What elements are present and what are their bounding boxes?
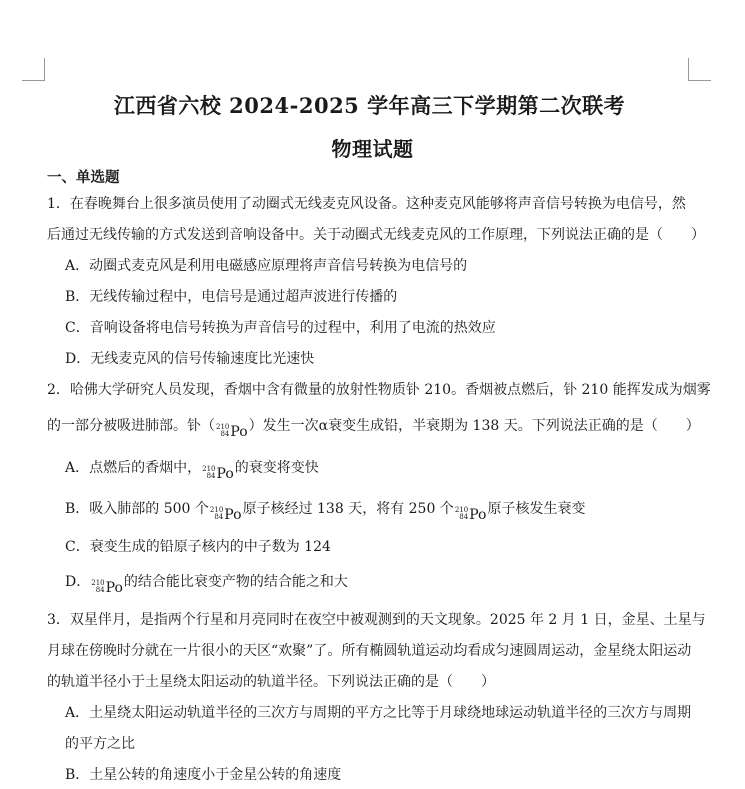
nuclide-symbol: Po: [224, 507, 242, 523]
polonium-nuclide: [91, 579, 123, 597]
page-corner-mark-top-left: [22, 58, 45, 81]
q2-option-b-text: B．吸入肺部的 500 个: [65, 501, 209, 517]
nuclide-atomic-number: 84: [206, 472, 216, 480]
q3-option-a-line-1: A．土星绕太阳运动轨道半径的三次方与周期的平方之比等于月球绕地球运动轨道半径的三次方与周期: [65, 705, 692, 721]
q3-stem-line-1: 3．双星伴月，是指两个行星和月亮同时在夜空中被观测到的天文现象。2025 年 2 月 1 日，金星、土星与: [47, 612, 706, 628]
q1-option-d: D．无线麦克风的信号传输速度比光速快: [65, 351, 315, 367]
q3-option-b: B．土星公转的角速度小于金星公转的角速度: [65, 767, 342, 783]
q2-stem-line-1: 2．哈佛大学研究人员发现，香烟中含有微量的放射性物质钋 210。香烟被点燃后，钋 210 能挥发成为烟雾: [47, 382, 711, 398]
nuclide-mass-number: 210: [91, 579, 105, 587]
nuclide-mass-number: 210: [454, 506, 469, 514]
q2-option-c: C．衰变生成的铅原子核内的中子数为 124: [65, 539, 331, 555]
q2-option-d: [65, 573, 348, 597]
nuclide-symbol: Po: [216, 466, 234, 482]
section-heading: 一、单选题: [47, 169, 120, 186]
polonium-nuclide: [216, 423, 248, 441]
document-subtitle: 物理试题: [331, 137, 414, 161]
polonium-nuclide: [210, 506, 242, 524]
q1-option-a: A．动圈式麦克风是利用电磁感应原理将声音信号转换为电信号的: [65, 258, 468, 274]
nuclide-atomic-number: 84: [459, 513, 469, 521]
q2-option-b: [65, 500, 585, 524]
polonium-nuclide: [455, 506, 487, 524]
q1-option-b: B．无线传输过程中，电信号是通过超声波进行传播的: [65, 289, 398, 305]
nuclide-symbol: Po: [469, 507, 487, 523]
q1-option-c: C．音响设备将电信号转换为声音信号的过程中，利用了电流的热效应: [65, 320, 496, 336]
nuclide-mass-number: 210: [209, 506, 224, 514]
nuclide-symbol: Po: [230, 424, 248, 440]
q2-option-a-text: A．点燃后的香烟中，: [65, 460, 202, 476]
q1-stem-line-2: 后通过无线传输的方式发送到音响设备中。关于动圈式无线麦克风的工作原理，下列说法正确的是（ ）: [47, 227, 705, 243]
q2-stem-text-b: ）发生一次α衰变生成铅，半衰期为 138 天。下列说法正确的是（ ）: [248, 418, 700, 434]
q3-stem-line-2: 月球在傍晚时分就在一片很小的天区“欢聚”了。所有椭圆轨道运动均看成匀速圆周运动，金星绕太阳运动: [47, 643, 692, 659]
nuclide-mass-number: 210: [202, 465, 216, 473]
q2-option-d-text-2: 的结合能比衰变产物的结合能之和大: [123, 574, 348, 590]
q2-option-b-text-3: 原子核发生衰变: [487, 501, 586, 517]
q2-stem-line-2: [47, 417, 700, 441]
q2-option-a: [65, 459, 319, 483]
q3-stem-line-3: 的轨道半径小于土星绕太阳运动的轨道半径。下列说法正确的是（ ）: [47, 674, 495, 690]
nuclide-atomic-number: 84: [95, 586, 105, 594]
q1-stem-line-1: 1．在春晚舞台上很多演员使用了动圈式无线麦克风设备。这种麦克风能够将声音信号转换为电信号，然: [47, 196, 686, 212]
polonium-nuclide: [202, 465, 234, 483]
q3-option-a-line-2: 的平方之比: [65, 736, 135, 752]
nuclide-mass-number: 210: [216, 423, 230, 431]
page-corner-mark-top-right: [688, 58, 711, 81]
nuclide-symbol: Po: [105, 580, 123, 596]
nuclide-atomic-number: 84: [220, 430, 230, 438]
nuclide-atomic-number: 84: [214, 513, 224, 521]
document-title: 江西省六校 2024-2025 学年高三下学期第二次联考: [113, 93, 626, 118]
q2-option-b-text-2: 原子核经过 138 天，将有 250 个: [242, 501, 454, 517]
q2-stem-text-a: 的一部分被吸进肺部。钋（: [47, 418, 215, 434]
q2-option-d-text: D．: [65, 574, 91, 590]
q2-option-a-text-2: 的衰变将变快: [234, 460, 319, 476]
